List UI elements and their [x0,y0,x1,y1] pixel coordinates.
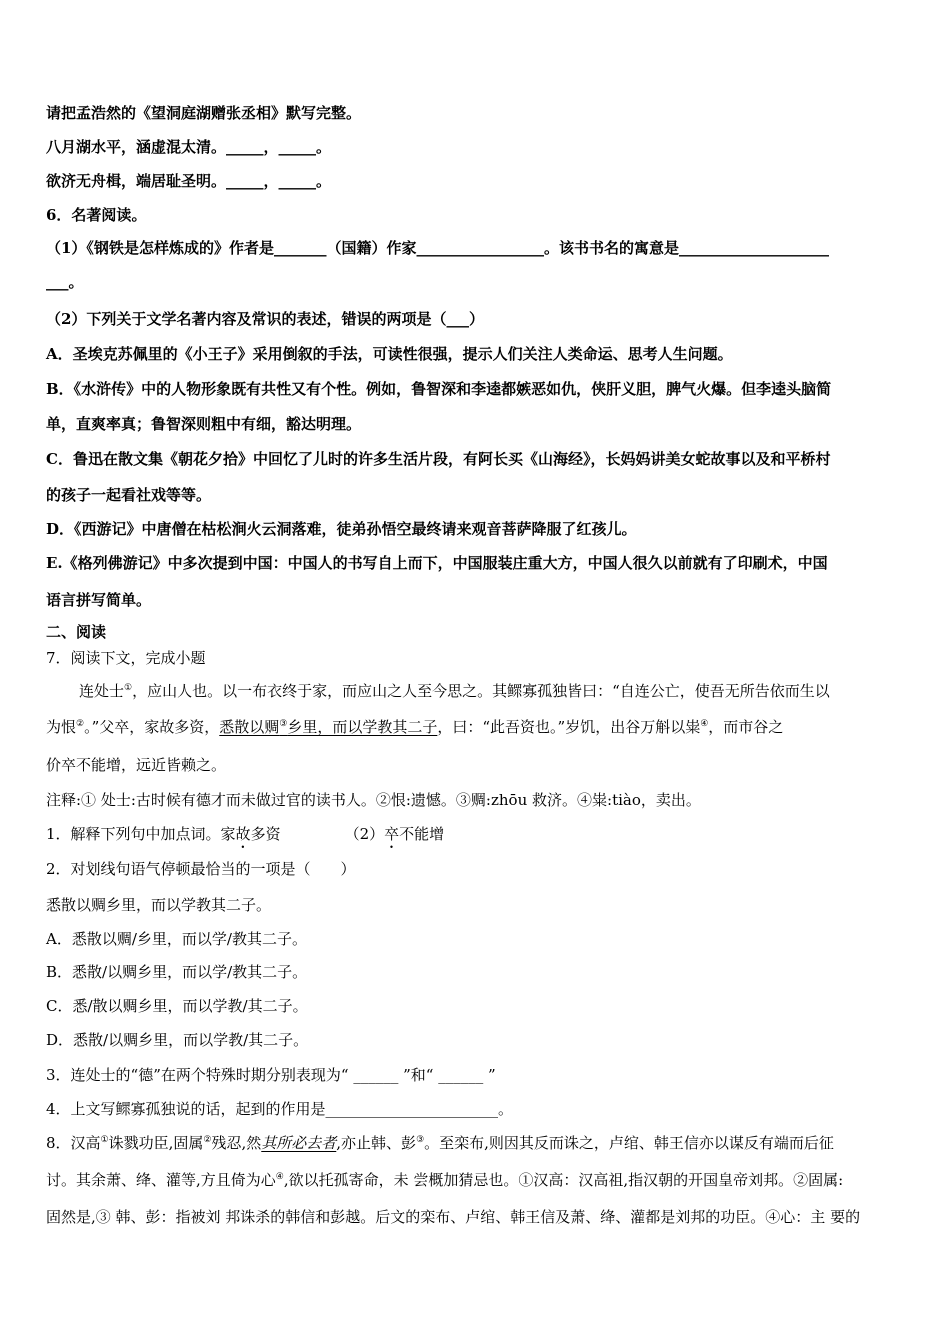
q6-part1-line2: ___。 [46,273,84,291]
underlined-sentence [219,718,437,736]
question-text: 不能增 [399,825,445,843]
passage-text: ,亦止韩、彭 [336,1134,417,1152]
passage-text: ，应山人也。以一布衣终于家，而应山之人至今思之。其鳏寡孤独皆曰：“自连公亡，使吾无所告依而生以 [132,682,830,700]
section-title-reading: 二、阅读 [46,623,107,641]
q6-title: 6．名著阅读。 [46,206,147,224]
q6-option-c-line2: 的孩子一起看社戏等等。 [46,486,212,504]
q6-option-e-line1: E.《格列佛游记》中多次提到中国：中国人的书写自上而下，中国服装庄重大方，中国人很久以前就有了印刷术，中国 [46,554,828,572]
q6-option-b-line1: B．《水浒传》中的人物形象既有共性又有个性。例如，鲁智深和李逵都嫉恶如仇，侠肝义胆，脾气火爆。但李逵头脑简 [46,380,832,398]
underlined-text: 其所必去者 [261,1134,337,1152]
q7-passage-line1 [79,681,830,701]
passage-text: 。至栾布,则因其反而诛之，卢绾、韩王信亦以谋反有端而后征 [424,1134,834,1152]
passage-text: ，而市谷之 [708,718,784,736]
passage-text: 8．汉高 [46,1134,101,1152]
q8-line2 [46,1170,843,1190]
q6-part1-line1: （1）《钢铁是怎样炼成的》作者是_______（国籍）作家_________________。该书书名的寓意是____________________ [46,239,829,257]
q7-notes: 注释:① 处士:古时候有德才而未做过官的读书人。②恨:遗憾。③赒:zhōu 救济。④粜:tiào，卖出。 [46,791,701,809]
q6-option-b-line2: 单，直爽率真；鲁智深则粗中有细，豁达明理。 [46,415,362,433]
q8-line1 [46,1133,834,1153]
footnote-marker: ② [76,719,85,729]
passage-text: 残忍,然 [211,1134,262,1152]
q8-line3: 固然是,③ 韩、彭：指被刘 邦诛杀的韩信和彭越。后文的栾布、卢绾、韩王信及萧、绛、灌都是刘邦的功臣。④心：主 要的 [46,1208,861,1226]
q7-subquestion-3: 3．连处士的“德”在两个特殊时期分别表现为“ ______ ”和“ ______ ” [46,1066,496,1084]
q6-option-a: A．圣埃克苏佩里的《小王子》采用倒叙的手法，可读性很强，提示人们关注人类命运、思考人生问题。 [46,345,733,363]
passage-text: 诛戮功臣,固属 [108,1134,204,1152]
q7-subquestion-2: 2．对划线句语气停顿最恰当的一项是（ ） [46,860,356,878]
passage-text: ,欲以托孤寄命，未 尝概加猜忌也。①汉高：汉高祖,指汉朝的开国皇帝刘邦。②固属: [283,1171,844,1189]
q5-intro: 请把孟浩然的《望洞庭湖赠张丞相》默写完整。 [46,104,362,122]
passage-text: ，曰：“此吾资也。”岁饥，出谷万斛以粜 [437,718,701,736]
footnote-marker: ① [100,1135,109,1145]
passage-text: 讨。其余萧、绛、灌等,方且倚为心 [46,1171,276,1189]
q6-option-e-line2: 语言拼写简单。 [46,591,152,609]
q6-option-d: D．《西游记》中唐僧在枯松涧火云洞落难，徒弟孙悟空最终请来观音菩萨降服了红孩儿。 [46,520,637,538]
q7-subquestion-2-sentence: 悉散以赒乡里，而以学教其二子。 [46,896,272,914]
q7-sq2-option-a: A．悉散以赒/乡里，而以学/教其二子。 [46,930,307,948]
q7-sq2-option-c: C．悉/散以赒乡里，而以学教/其二子。 [46,997,308,1015]
footnote-marker: ③ [416,1135,425,1145]
q7-sq2-option-d: D．悉散/以赒乡里，而以学教/其二子。 [46,1031,309,1049]
question-text: 多资 [250,825,281,843]
passage-text: 连处士 [79,682,125,700]
q5-line1: 八月湖水平，涵虚混太清。_____，_____。 [46,138,332,156]
footnote-marker: ① [124,683,133,693]
underlined-text: 乡里，而以学教其二子 [287,718,438,736]
passage-text: 。”父卒，家故多资， [84,718,220,736]
footnote-marker: ② [203,1135,212,1145]
dotted-word: 卒 [384,825,400,843]
q6-part2: （2）下列关于文学名著内容及常识的表述，错误的两项是（___） [46,310,484,328]
q7-passage-line2 [46,717,783,737]
dotted-word: 故 [235,825,251,843]
footnote-marker: ③ [279,719,288,729]
q7-title: 7．阅读下文，完成小题 [46,649,206,667]
q5-line2: 欲济无舟楫，端居耻圣明。_____，_____。 [46,172,332,190]
footnote-marker: ④ [275,1172,284,1182]
q7-sq2-option-b: B．悉散/以赒乡里，而以学/教其二子。 [46,963,308,981]
q7-passage-line3: 价卒不能增，远近皆赖之。 [46,756,227,774]
question-text: 1．解释下列句中加点词。家 [46,825,236,843]
q7-subquestion-1 [46,824,444,852]
underlined-text: 悉散以赒 [219,718,280,736]
q7-subquestion-4: 4．上文写鳏寡孤独说的话，起到的作用是_______________________。 [46,1100,514,1118]
q6-option-c-line1: C．鲁迅在散文集《朝花夕拾》中回忆了儿时的许多生活片段，有阿长买《山海经》，长妈妈讲美女蛇故事以及和平桥村 [46,450,831,468]
footnote-marker: ④ [700,719,709,729]
question-text: （2） [344,825,385,843]
passage-text: 为恨 [46,718,77,736]
